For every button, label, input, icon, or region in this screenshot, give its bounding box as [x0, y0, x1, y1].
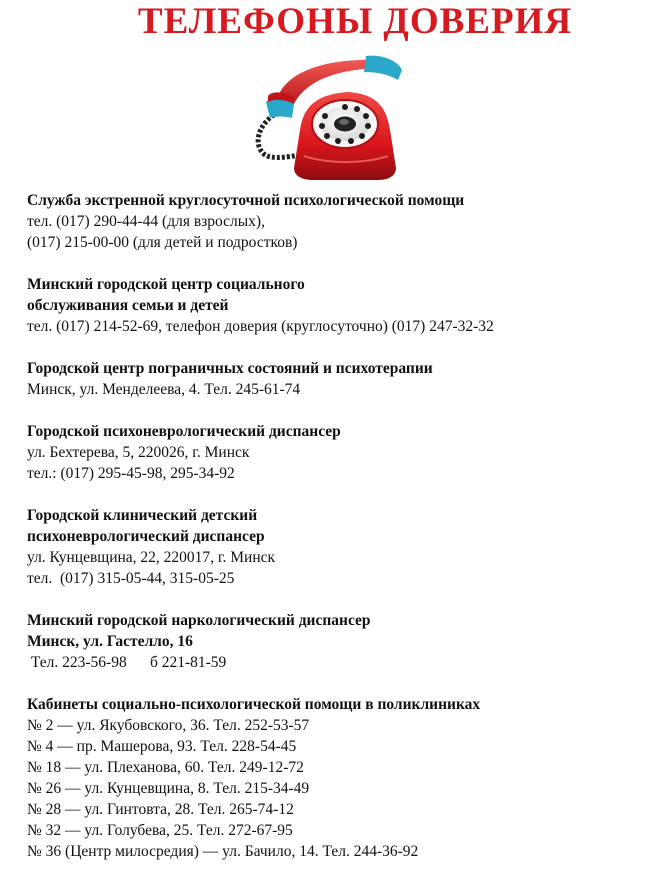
block-line: № 32 — ул. Голубева, 25. Тел. 272-67-95	[27, 822, 293, 839]
block-heading: Минский городской центр социального	[27, 276, 305, 293]
block-line: тел.: (017) 295-45-98, 295-34-92	[27, 465, 235, 482]
block-line: № 18 — ул. Плеханова, 60. Тел. 249-12-72	[27, 759, 304, 776]
block-line: № 26 — ул. Кунцевщина, 8. Тел. 215-34-49	[27, 780, 310, 797]
block-heading: Городской центр пограничных состояний и психотерапии	[27, 360, 433, 377]
block-heading: Минский городской наркологический диспансер	[27, 612, 371, 629]
contact-block	[27, 694, 647, 862]
block-heading: Служба экстренной круглосуточной психологической помощи	[27, 192, 465, 209]
contact-block	[27, 190, 647, 253]
block-heading: Городской клинический детский	[27, 507, 258, 524]
contacts-list	[27, 190, 647, 883]
block-line: (017) 215-00-00 (для детей и подростков)	[27, 234, 298, 251]
block-line: тел. (017) 214-52-69, телефон доверия (круглосуточно) (017) 247-32-32	[27, 318, 494, 335]
block-heading: Кабинеты социально-психологической помощи в поликлиниках	[27, 696, 481, 713]
block-line: № 36 (Центр милосредия) — ул. Бачило, 14. Тел. 244-36-92	[27, 843, 419, 860]
block-heading: Минск, ул. Гастелло, 16	[27, 633, 193, 650]
contact-block	[27, 421, 647, 484]
contact-block	[27, 358, 647, 400]
block-heading: психоневрологический диспансер	[27, 528, 265, 545]
block-line: ул. Бехтерева, 5, 220026, г. Минск	[27, 444, 250, 461]
block-line: тел. (017) 290-44-44 (для взрослых),	[27, 213, 265, 230]
block-line: ул. Кунцевщина, 22, 220017, г. Минск	[27, 549, 276, 566]
telephone-icon	[248, 46, 408, 186]
block-heading: Городской психоневрологический диспансер	[27, 423, 341, 440]
contact-block	[27, 274, 647, 337]
block-line: Тел. 223-56-98 б 221-81-59	[27, 654, 227, 671]
contact-block	[27, 610, 647, 673]
block-line: № 2 — ул. Якубовского, 36. Тел. 252-53-57	[27, 717, 310, 734]
block-line: тел. (017) 315-05-44, 315-05-25	[27, 570, 235, 587]
block-line: № 4 — пр. Машерова, 93. Тел. 228-54-45	[27, 738, 297, 755]
block-line: № 28 — ул. Гинтовта, 28. Тел. 265-74-12	[27, 801, 294, 818]
block-heading: обслуживания семьи и детей	[27, 297, 229, 314]
page-title: ТЕЛЕФОНЫ ДОВЕРИЯ	[137, 1, 573, 42]
contact-block	[27, 505, 647, 589]
block-line: Минск, ул. Менделеева, 4. Тел. 245-61-74	[27, 381, 301, 398]
